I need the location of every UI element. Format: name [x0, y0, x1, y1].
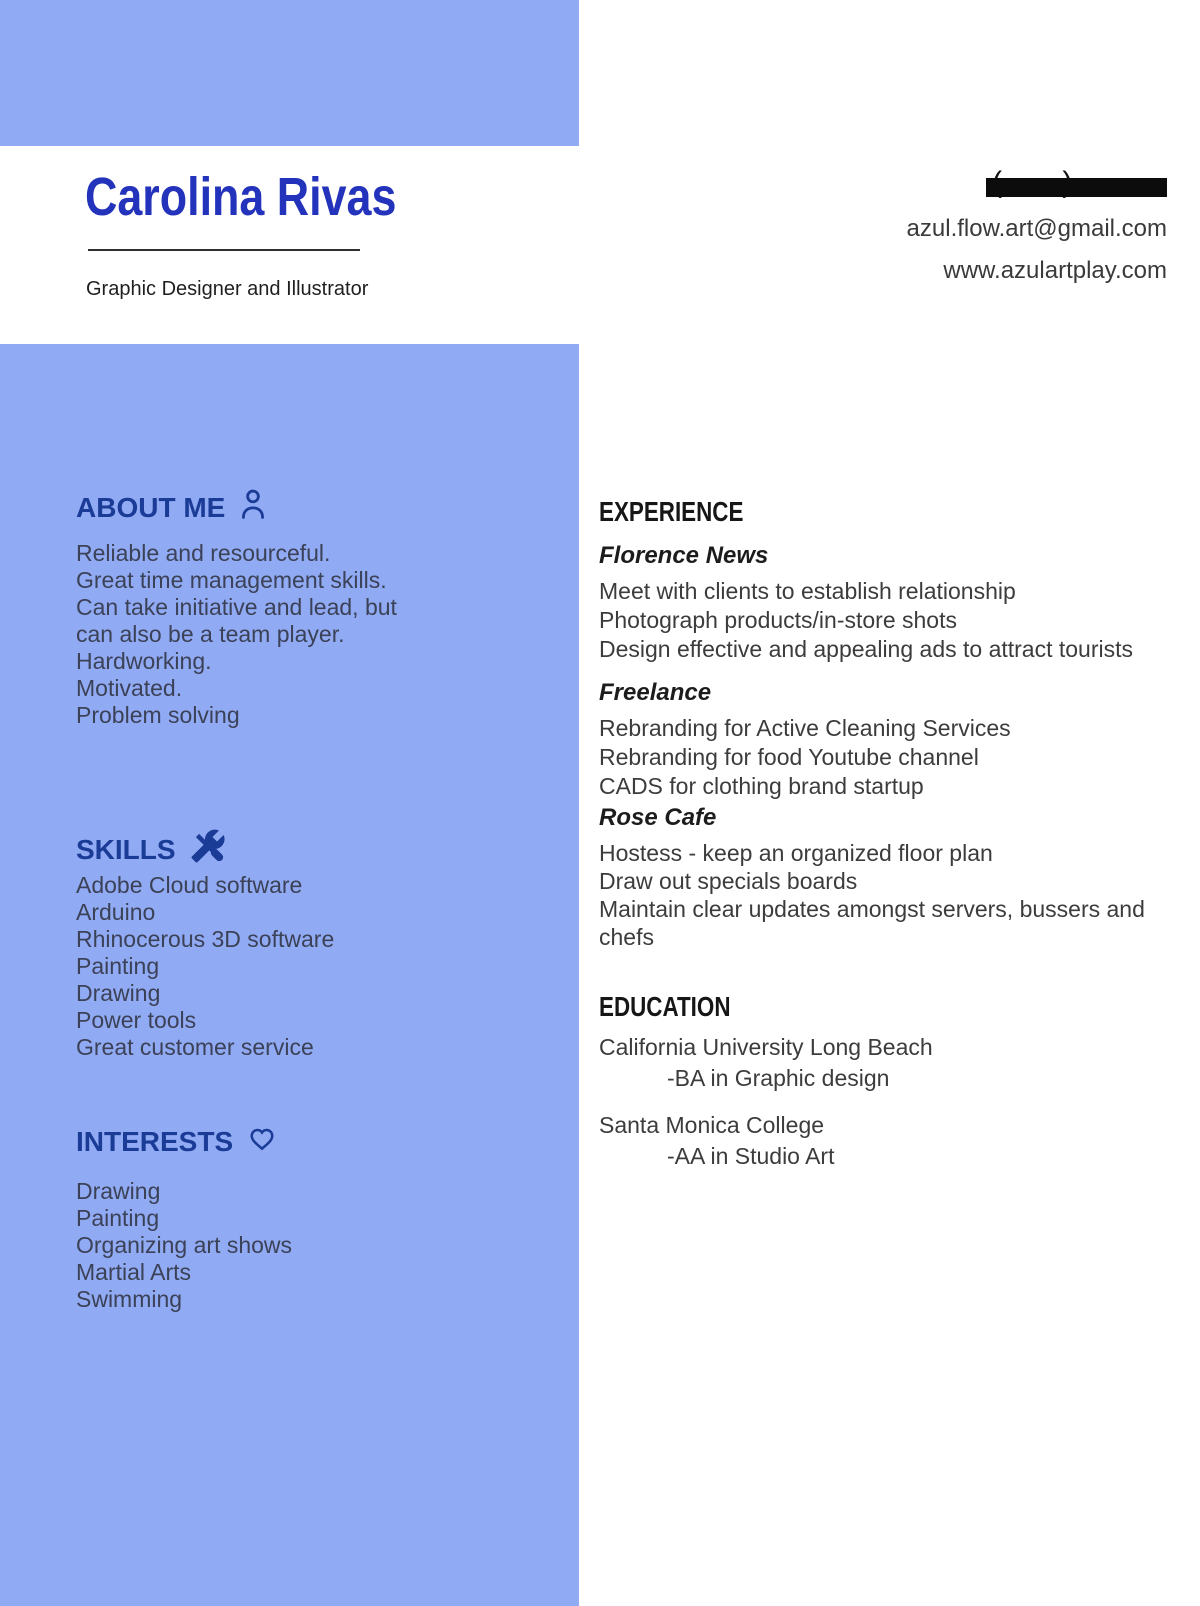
skill-item: Drawing [76, 980, 161, 1006]
about-lines [76, 540, 397, 729]
experience-heading: EXPERIENCE [599, 496, 744, 527]
person-icon [239, 488, 267, 529]
job-title: Rose Cafe [599, 804, 717, 831]
school-name: Santa Monica College [599, 1112, 825, 1138]
about-line: can also be a team player. [76, 621, 345, 647]
skill-item: Arduino [76, 899, 156, 925]
about-line: Can take initiative and lead, but [76, 594, 397, 620]
tools-icon [190, 828, 226, 873]
school-entry [599, 1110, 1200, 1172]
school-entry [599, 1032, 1200, 1094]
skill-item: Adobe Cloud software [76, 872, 303, 898]
experience-section [599, 497, 1200, 951]
about-line: Reliable and resourceful. [76, 540, 331, 566]
job-subtitle: Graphic Designer and Illustrator [86, 278, 369, 300]
about-section [76, 490, 397, 729]
about-line: Hardworking. [76, 648, 212, 674]
skills-heading: SKILLS [76, 834, 176, 865]
page-title: Carolina Rivas [85, 167, 397, 227]
job-details [599, 577, 1200, 664]
interest-item: Drawing [76, 1178, 161, 1204]
skills-section [76, 832, 334, 1061]
about-line: Problem solving [76, 702, 240, 728]
job-detail-line: Maintain clear updates amongst servers, bussers and [599, 896, 1145, 922]
about-line: Great time management skills. [76, 567, 387, 593]
heart-icon [247, 1124, 277, 1161]
job-detail-line: Design effective and appealing ads to attract tourists [599, 636, 1134, 662]
job-detail-line: Draw out specials boards [599, 868, 858, 894]
job-detail-line: Meet with clients to establish relationship [599, 578, 1016, 604]
education-heading: EDUCATION [599, 991, 731, 1022]
job-title: Florence News [599, 542, 769, 569]
interests-list [76, 1178, 292, 1313]
interests-heading-row [76, 1124, 292, 1160]
top-accent-band [0, 0, 579, 146]
job-details [599, 839, 1200, 951]
interest-item: Martial Arts [76, 1259, 192, 1285]
school-degree: -AA in Studio Art [667, 1143, 835, 1169]
skill-item: Great customer service [76, 1034, 314, 1060]
redaction-bar [986, 178, 1167, 197]
email-text: azul.flow.art@gmail.com [906, 215, 1167, 242]
interests-heading: INTERESTS [76, 1126, 234, 1157]
skill-item: Rhinocerous 3D software [76, 926, 335, 952]
contact-block [907, 172, 1167, 292]
about-heading-row [76, 490, 397, 526]
education-section [599, 992, 1200, 1172]
interest-item: Painting [76, 1205, 160, 1231]
name-underline [88, 249, 360, 251]
interest-item: Swimming [76, 1286, 183, 1312]
interests-section [76, 1124, 292, 1313]
school-degree: -BA in Graphic design [667, 1065, 890, 1091]
skills-heading-row [76, 832, 334, 868]
job-detail-line: Rebranding for food Youtube channel [599, 744, 979, 770]
job-detail-line: Hostess - keep an organized floor plan [599, 840, 993, 866]
job-detail-line: Photograph products/in-store shots [599, 607, 957, 633]
skill-item: Power tools [76, 1007, 197, 1033]
about-line: Motivated. [76, 675, 183, 701]
website-text: www.azulartplay.com [943, 257, 1167, 284]
job-detail-line: CADS for clothing brand startup [599, 773, 924, 799]
skills-list [76, 872, 334, 1061]
job-detail-line: Rebranding for Active Cleaning Services [599, 715, 1011, 741]
interest-item: Organizing art shows [76, 1232, 293, 1258]
skill-item: Painting [76, 953, 160, 979]
about-heading: ABOUT ME [76, 492, 226, 523]
job-details [599, 714, 1200, 801]
job-detail-line: chefs [599, 924, 654, 950]
school-name: California University Long Beach [599, 1034, 933, 1060]
phone-redacted [986, 172, 1167, 198]
job-title: Freelance [599, 679, 712, 706]
